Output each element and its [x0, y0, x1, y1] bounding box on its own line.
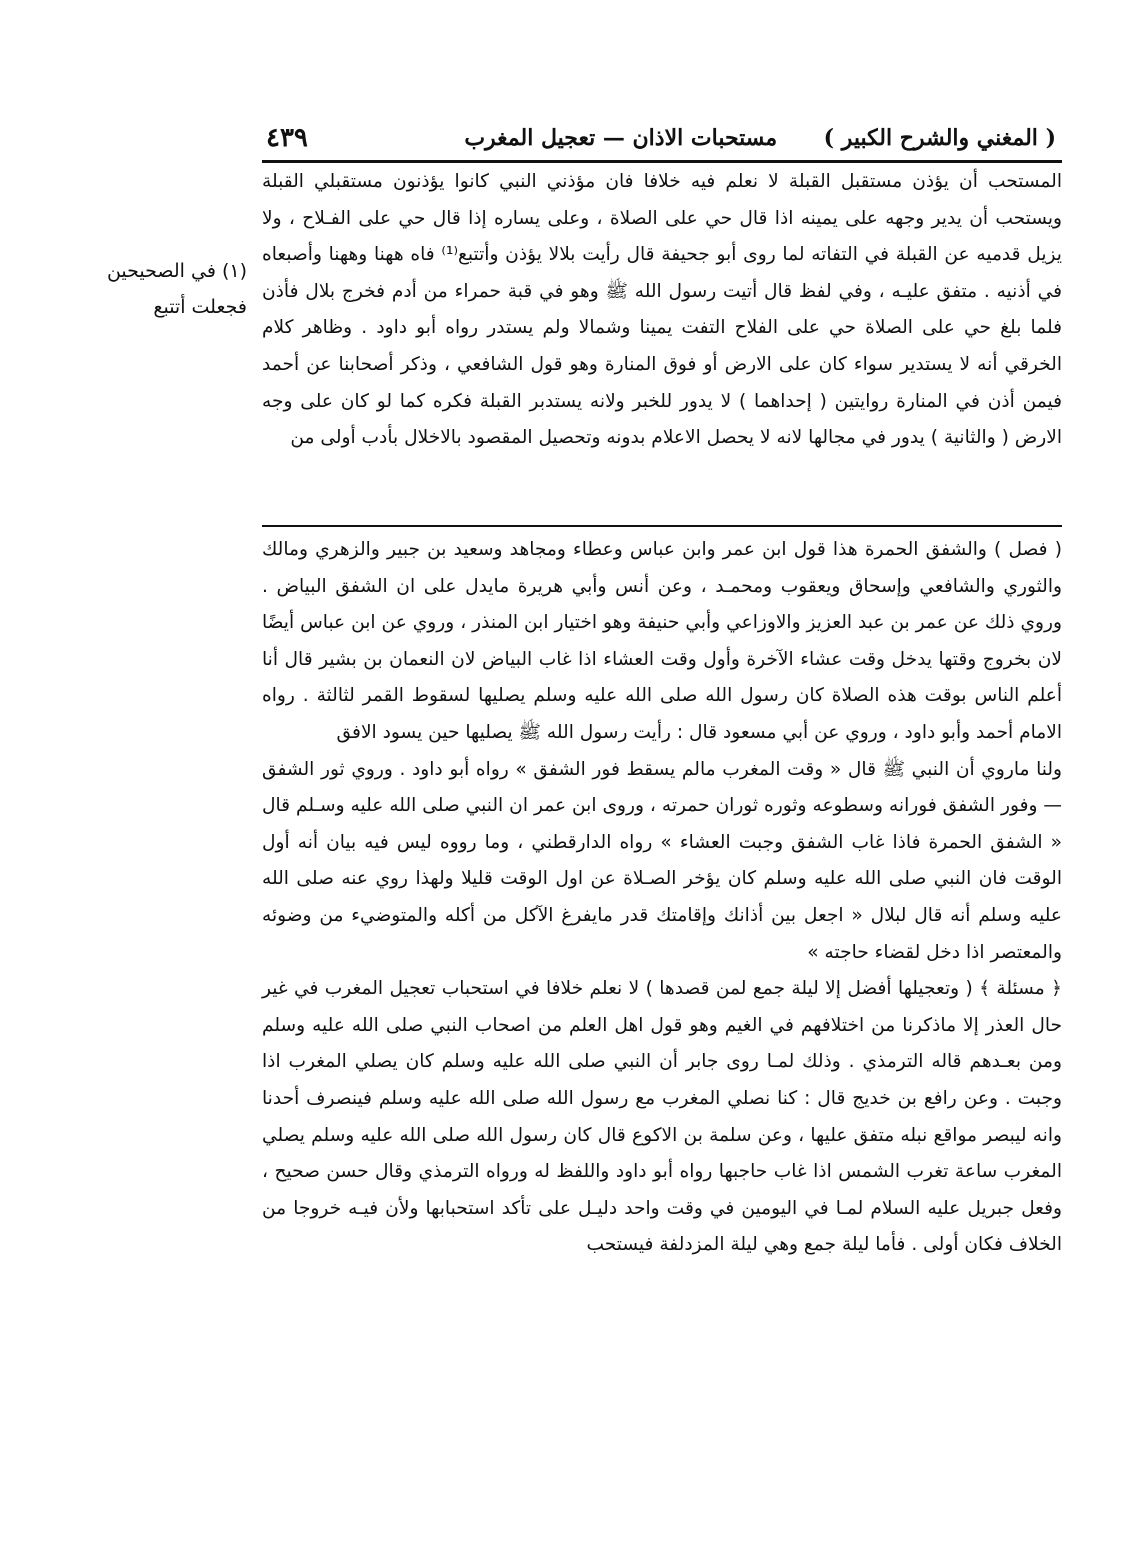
- main-text-paragraph: المستحب أن يؤذن مستقبل القبلة لا نعلم فيه خلافا فان مؤذني النبي كانوا يؤذنون مستقبلي القبلة ويستحب أن يدير وجهه على يمينه اذا قال حي على الصلاة ، وعلى يساره إذا قال حي على الفـلاح ، ولا يزيل قدميه عن القبلة في التفاته لما روى أبو جحيفة قال رأيت بلالا يؤذن وأتتبع⁽¹⁾ فاه ههنا وههنا وأصبعاه في أذنيه . متفق عليـه ، وفي لفظ قال أتيت رسول الله ﷺ وهو في قبة حمراء من أدم فخرج بلال فأذن فلما بلغ حي على الصلاة حي على الفلاح التفت يمينا وشمالا ولم يستدر رواه أبو داود . وظاهر كلام الخرقي أنه لا يستدير سواء كان على الارض أو فوق المنارة وهو قول الشافعي ، وذكر أصحابنا عن أحمد فيمن أذن في المنارة روايتين ( إحداهما ) لا يدور للخبر ولانه يستدبر القبلة فكره كما لو كان على وجه الارض ( والثانية ) يدور في مجالها لانه لا يحصل الاعلام بدونه وتحصيل المقصود بالاخلال بأدب أولى من: [262, 171, 1062, 449]
- page-number: ٤٣٩: [266, 123, 308, 153]
- commentary-paragraph-masala: ﴿ مسئلة ﴾ ( وتعجيلها أفضل إلا ليلة جمع لمن قصدها ) لا نعلم خلافا في استحباب تعجيل المغرب في غير حال العذر إلا ماذكرنا من اختلافهم في الغيم وهو قول اهل العلم من اصحاب النبي صلى الله عليه وسلم ومن بعـدهم قاله الترمذي . وذلك لمـا روى جابر أن النبي صلى الله عليه وسلم كان يصلي المغرب اذا وجبت . وعن رافع بن خديج قال : كنا نصلي المغرب مع رسول الله صلى الله عليه وسلم فينصرف أحدنا وانه ليبصر مواقع نبله متفق عليها ، وعن سلمة بن الاكوع قال كان رسول الله صلى الله عليه وسلم يصلي المغرب ساعة تغرب الشمس اذا غاب حاجبها رواه أبو داود واللفظ له ورواه الترمذي وقال حسن صحيح ، وفعل جبريل عليه السلام لمـا في اليومين في وقت واحد دليـل على تأكد استحبابها ولأن فيـه خروجا من الخلاف فكان أولى . فأما ليلة جمع وهي ليلة المزدلفة فيستحب: [262, 978, 1062, 1256]
- main-text-top: [262, 164, 1062, 524]
- header-rule: [262, 160, 1062, 163]
- footnote-line: فجعلت أتتبع: [153, 296, 247, 318]
- margin-footnote: [62, 253, 247, 325]
- footnote-line: (١) في الصحيحين: [106, 260, 247, 282]
- commentary-text: [262, 532, 1062, 1562]
- section-divider-rule: [262, 525, 1062, 527]
- chapter-title: مستحبات الاذان — تعجيل المغرب: [464, 125, 778, 151]
- book-title: ( المغني والشرح الكبير ): [823, 125, 1056, 151]
- running-header: [262, 118, 1062, 158]
- commentary-paragraph-walana: ولنا ماروي أن النبي ﷺ قال « وقت المغرب مالم يسقط فور الشفق » رواه أبو داود . وروي ثور الشفق — وفور الشفق فورانه وسطوعه وثوره ثوران حمرته ، وروى ابن عمر ان النبي صلى الله عليه وسـلم قال « الشفق الحمرة فاذا غاب الشفق وجبت العشاء » رواه الدارقطني ، وما رووه ليس فيه بيان أنه أول الوقت فان النبي صلى الله عليه وسلم كان يؤخر الصـلاة عن اول الوقت قليلا ولهذا روي عنه صلى الله عليه وسلم أنه قال لبلال « اجعل بين أذانك وإقامتك قدر مايفرغ الآكل من أكله والمتوضيء من وضوئه والمعتصر اذا دخل لقضاء حاجته »: [262, 758, 1062, 963]
- commentary-paragraph-fasl: ( فصل ) والشفق الحمرة هذا قول ابن عمر وابن عباس وعطاء ومجاهد وسعيد بن جبير والزهري ومالك والثوري والشافعي وإسحاق ويعقوب ومحمـد ، وعن أنس وأبي هريرة مايدل على ان الشفق البياض . وروي ذلك عن عمر بن عبد العزيز والاوزاعي وأبي حنيفة وهو اختيار ابن المنذر ، وروي عن ابن عباس أيضًا لان بخروج وقتها يدخل وقت عشاء الآخرة وأول وقت العشاء اذا غاب البياض لان النعمان بن بشير قال أنا أعلم الناس بوقت هذه الصلاة كان رسول الله صلى الله عليه وسلم يصليها لسقوط القمر لثالثة . رواه الامام أحمد وأبو داود ، وروي عن أبي مسعود قال : رأيت رسول الله ﷺ يصليها حين يسود الافق: [262, 539, 1062, 743]
